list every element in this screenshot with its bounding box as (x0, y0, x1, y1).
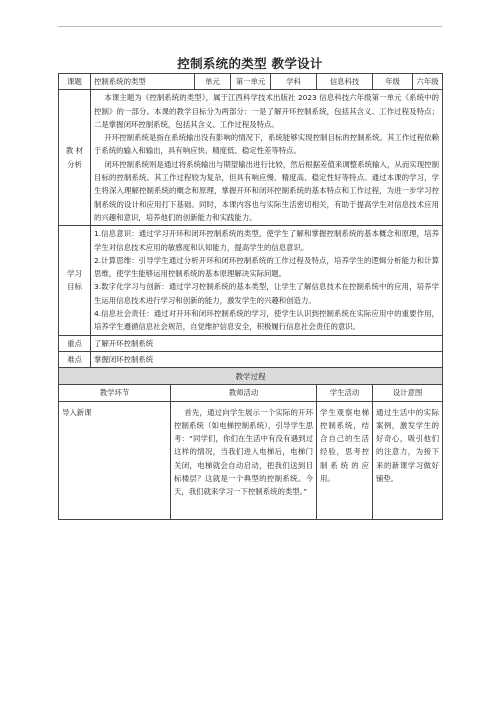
analysis-paragraph: 闭环控制系统则是通过将系统输出与期望输出进行比较，然后根据差值来调整系统输入，从而实现控制目标的控制系统。其工作过程较为复杂，但具有响应慢、精度高、稳定性好等特点。通过本课的学习，学生将深入理解控制系统的概念和原理，掌握开环和闭环控制系统的基本特点和工作过程，为进一步学习控制系统的设计和应用打下基础。同时，本课内容也与实际生活密切相关，有助于提高学生对信息技术应用的兴趣和意识，培养他们的创新能力和实践能力。 (94, 159, 440, 222)
goals-label (59, 226, 91, 335)
process-header-intent: 设计意图 (373, 385, 443, 401)
grade-label: 年级 (373, 74, 413, 90)
lesson-plan-table (58, 73, 443, 520)
key-point-label: 重点 (59, 335, 91, 351)
difficulty-row (59, 351, 443, 367)
unit-label: 单元 (195, 74, 231, 90)
goal-item: 3.数字化学习与创新：通过学习控制系统的基本类型，让学生了解信息技术在控制系统中的应用，培养学生运用信息技术进行学习和创新的能力，激发学生的兴趣和创造力。 (94, 282, 440, 305)
key-point-row (59, 335, 443, 351)
teacher-activity-text: 首先，通过向学生展示一个实际的开环控制系统（如电梯控制系统），引导学生思考：“同学们，你们在生活中有没有遇到过这样的情况，当我们进入电梯后，电梯门关闭，电梯就会自动启动，把我们送到目标楼层？这就是一个典型的控制系统。今天，我们就来学习一下控制系统的类型。” (174, 407, 313, 497)
difficulty-label: 难点 (59, 351, 91, 367)
analysis-row (59, 90, 443, 226)
goal-item: 1.信息意识：通过学习开环和闭环控制系统的类型，使学生了解和掌握控制系统的基本概念和原理，培养学生对信息技术应用的敏感度和认知能力，提高学生的信息意识。 (94, 229, 440, 252)
info-row (59, 74, 443, 90)
difficulty-value: 掌握闭环控制系统 (91, 351, 443, 367)
goal-item: 4.信息社会责任：通过对开环和闭环控制系统的学习，使学生认识到控制系统在实际应用中的重要作用，培养学生遵循信息社会规范，自觉维护信息安全，积极履行信息社会责任的意识。 (94, 309, 440, 332)
page-title: 控制系统的类型 教学设计 (177, 56, 323, 71)
analysis-paragraph: 本课主题为《控制系统的类型》，属于江西科学技术出版社 2023 信息科技六年级第一单元《系统中的控制》的一部分。本课的教学目标分为两部分：一是了解开环控制系统，包括其含义、工作过程及特点；二是掌握闭环控制系统，包括其含义、工作过程及特点。 (94, 93, 440, 129)
process-student-activity: 学生观察电梯控制系统，结合自己的生活经验，思考控制系统的应用。 (317, 401, 373, 519)
process-stage: 导入新课 (59, 401, 171, 519)
analysis-label-line-1: 教 材 (65, 146, 84, 156)
goals-label-line-2: 目标 (67, 282, 82, 292)
process-header-stage: 教学环节 (59, 385, 171, 401)
topic-value: 控制系统的类型 (91, 74, 195, 90)
analysis-content (91, 90, 443, 226)
subject-value: 信息科技 (317, 74, 373, 90)
process-section-row (59, 368, 443, 385)
process-header-teacher: 教师活动 (171, 385, 317, 401)
process-row (59, 401, 443, 519)
process-header-student: 学生活动 (317, 385, 373, 401)
process-teacher-activity (171, 401, 317, 519)
analysis-paragraph: 开环控制系统是指在系统输出没有影响的情况下，系统能够实现控制目标的控制系统。其工作过程依赖于系统的输入和输出，具有响应快、精度低、稳定性差等特点。 (94, 133, 440, 156)
analysis-label-line-2: 分析 (67, 159, 82, 169)
subject-label: 学科 (271, 74, 317, 90)
goals-label-line-1: 学习 (67, 269, 82, 279)
topic-label: 课题 (59, 74, 91, 90)
key-point-value: 了解开环控制系统 (91, 335, 443, 351)
header-rule (58, 26, 442, 27)
unit-value: 第一单元 (231, 74, 271, 90)
process-section-title: 教学过程 (59, 368, 443, 385)
analysis-label (59, 90, 91, 226)
grade-value: 六年级 (413, 74, 443, 90)
process-header-row (59, 385, 443, 401)
goals-content (91, 226, 443, 335)
goal-item: 2.计算思维：引导学生通过分析开环和闭环控制系统的工作过程及特点，培养学生的逻辑分析能力和计算思维，使学生能够运用控制系统的基本原理解决实际问题。 (94, 255, 440, 279)
goals-row (59, 226, 443, 335)
process-design-intent: 通过生活中的实际案例，激发学生的好奇心，吸引他们的注意力，为接下来的新课学习做好铺垫。 (373, 401, 443, 519)
